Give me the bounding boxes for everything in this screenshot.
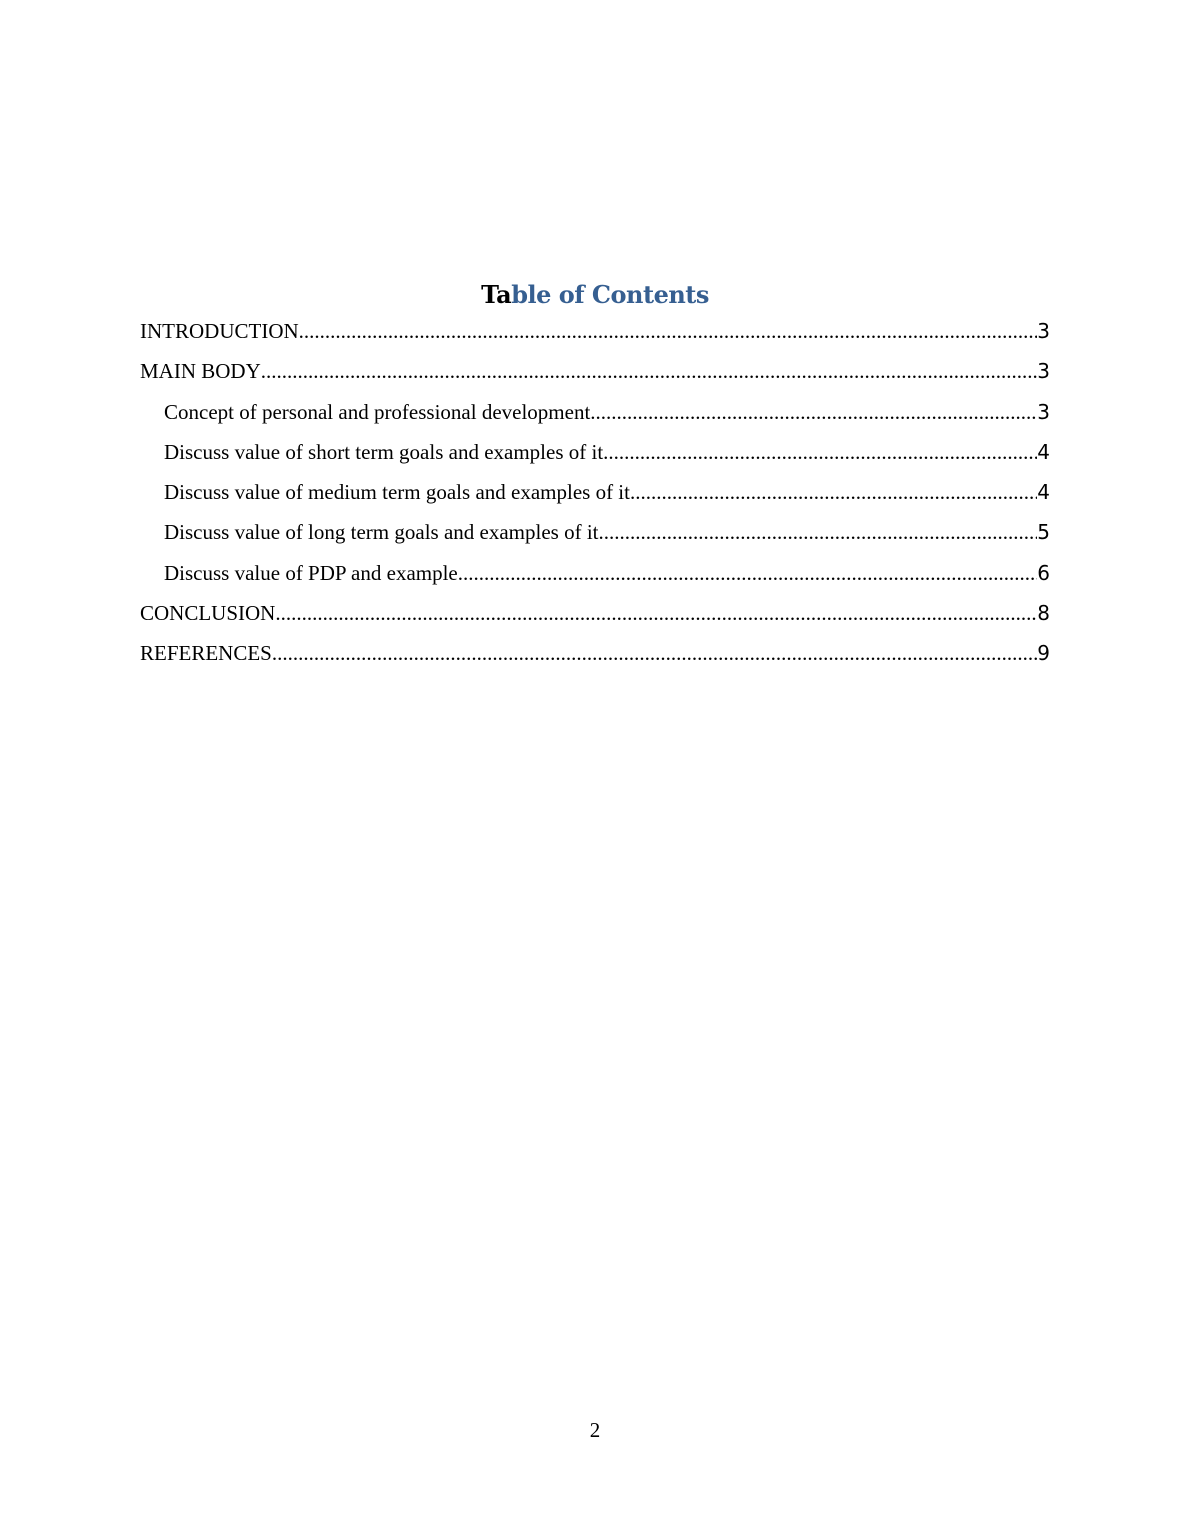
toc-entry-long-term-goals[interactable] xyxy=(140,517,1050,557)
toc-entry-page: 4 xyxy=(1037,480,1050,505)
toc-entry-label: MAIN BODY xyxy=(140,359,261,384)
toc-entry-label: Discuss value of medium term goals and examples of it xyxy=(164,480,630,505)
toc-entry-page: 5 xyxy=(1037,520,1050,545)
toc-entry-page: 8 xyxy=(1037,601,1050,626)
toc-entry-short-term-goals[interactable] xyxy=(140,437,1050,477)
dot-leader xyxy=(599,517,1038,547)
toc-entry-label: Concept of personal and professional development xyxy=(164,399,591,424)
toc-title-part2: ble of Contents xyxy=(511,280,709,309)
dot-leader xyxy=(299,316,1038,346)
dot-leader xyxy=(272,638,1037,668)
toc-entry-label: Discuss value of PDP and example xyxy=(164,560,458,585)
dot-leader xyxy=(275,598,1037,628)
toc-title xyxy=(0,280,1190,309)
toc-entry-page: 4 xyxy=(1037,439,1050,464)
toc-entry-label: CONCLUSION xyxy=(140,601,276,626)
toc-entry-page: 3 xyxy=(1037,319,1050,343)
toc-entry-pdp[interactable] xyxy=(140,558,1050,598)
dot-leader xyxy=(590,397,1037,427)
toc-entry-label: Discuss value of short term goals and examples of it xyxy=(164,439,604,464)
dot-leader xyxy=(630,477,1037,507)
toc-entry-page: 6 xyxy=(1037,560,1050,585)
dot-leader xyxy=(458,558,1038,588)
table-of-contents xyxy=(140,316,1050,679)
toc-entry-label: REFERENCES xyxy=(140,641,272,666)
toc-entry-main-body[interactable] xyxy=(140,356,1050,396)
toc-entry-label: Discuss value of long term goals and examples of it xyxy=(164,520,599,545)
toc-entry-concept[interactable] xyxy=(140,397,1050,437)
toc-entry-conclusion[interactable] xyxy=(140,598,1050,638)
dot-leader xyxy=(261,356,1038,386)
toc-entry-page: 3 xyxy=(1037,359,1050,384)
toc-entry-page: 3 xyxy=(1037,399,1050,424)
toc-entry-page: 9 xyxy=(1037,641,1050,666)
toc-entry-label: INTRODUCTION xyxy=(140,319,299,343)
toc-entry-medium-term-goals[interactable] xyxy=(140,477,1050,517)
toc-entry-introduction[interactable] xyxy=(140,316,1050,356)
dot-leader xyxy=(603,437,1037,467)
page-number: 2 xyxy=(589,1418,601,1442)
toc-entry-references[interactable] xyxy=(140,638,1050,678)
toc-title-part1: Ta xyxy=(481,280,512,309)
